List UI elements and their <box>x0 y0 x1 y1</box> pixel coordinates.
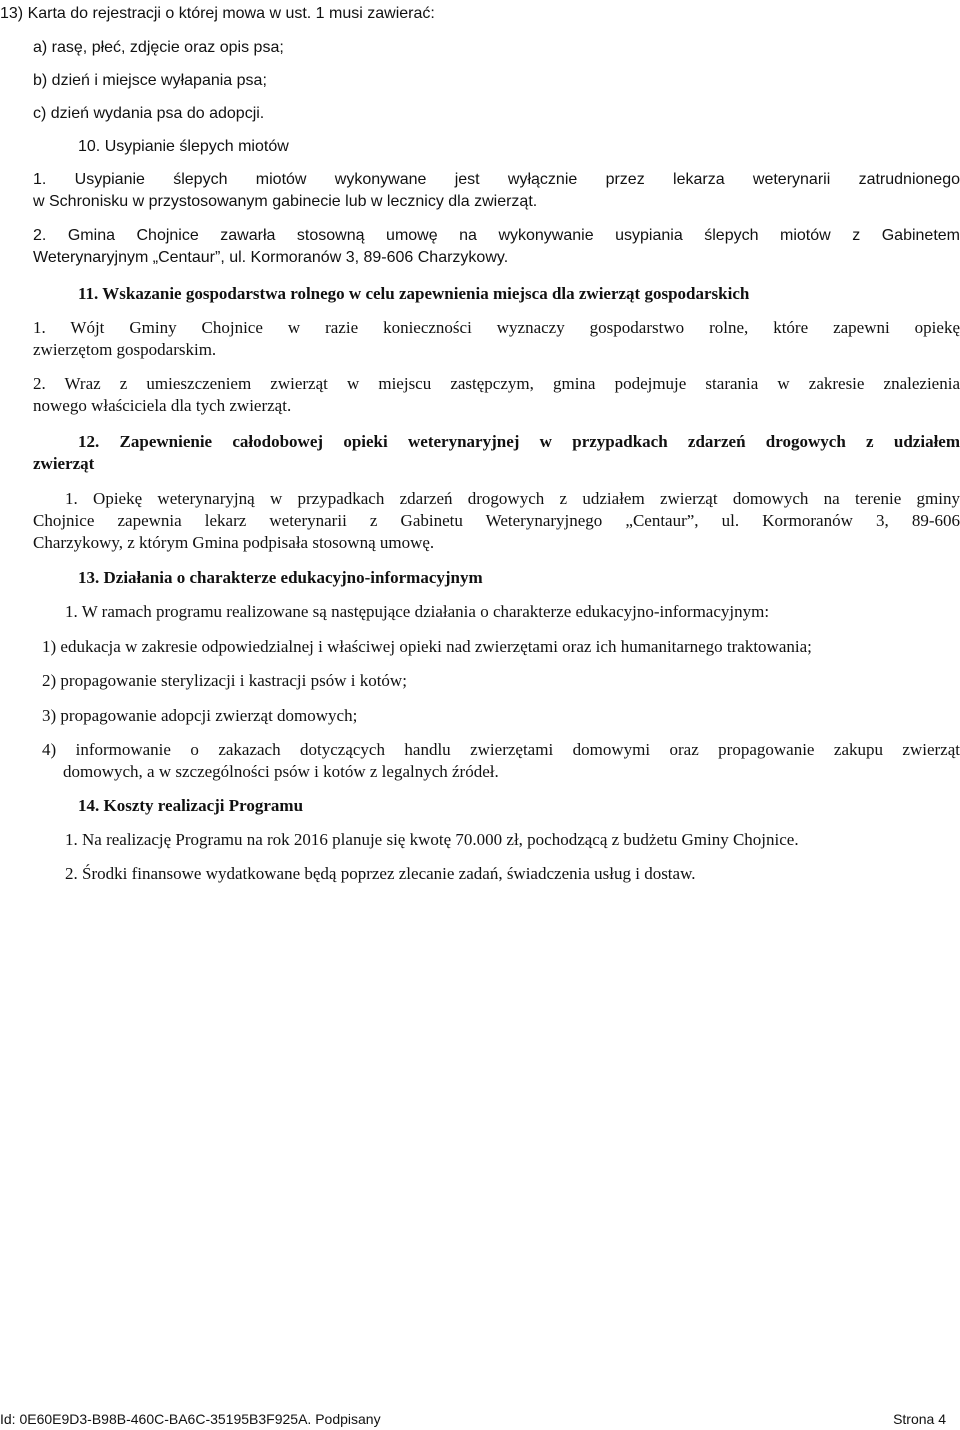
section-12-heading <box>33 431 960 475</box>
section-12-heading-line-2: zwierząt <box>33 454 95 473</box>
section-11-paragraph-2 <box>33 373 960 417</box>
section-14-heading: 14. Koszty realizacji Programu <box>78 796 304 815</box>
section-10-p1-line-2: w Schronisku w przystosowanym gabinecie lub w lecznicy dla zwierząt. <box>33 193 538 210</box>
section-12-p1-line-2: Chojnice zapewnia lekarz weterynarii z Gabinetu Weterynaryjnego „Centaur”, ul. Kormoranów 3, 89-606 <box>33 511 960 530</box>
section-11-paragraph-1 <box>33 317 960 361</box>
registration-item-b: b) dzień i miejsce wyłapania psa; <box>33 72 267 89</box>
section-14-paragraph-2: 2. Środki finansowe wydatkowane będą poprzez zlecanie zadań, świadczenia usług i dostaw. <box>65 864 696 883</box>
section-13-item-2: 2) propagowanie sterylizacji i kastracji psów i kotów; <box>42 671 407 690</box>
section-12-p1-line-3: Charzykowy, z którym Gmina podpisała stosowną umowę. <box>33 533 435 552</box>
section-10-p2-line-2: Weterynaryjnym „Centaur”, ul. Kormoranów 3, 89-606 Charzykowy. <box>33 249 509 266</box>
section-10-p2-line-1: 2. Gmina Chojnice zawarła stosowną umowę na wykonywanie usypiania ślepych miotów z Gabinetem <box>33 227 960 244</box>
page-number: Strona 4 <box>893 1411 946 1427</box>
section-10-paragraph-1 <box>33 169 960 213</box>
section-10-p1-line-1: 1. Usypianie ślepych miotów wykonywane jest wyłącznie przez lekarza weterynarii zatrudnionego <box>33 171 960 188</box>
section-11-p2-line-1: 2. Wraz z umieszczeniem zwierząt w miejscu zastępczym, gmina podejmuje starania w zakresie znalezienia <box>33 374 960 393</box>
registration-item-a: a) rasę, płeć, zdjęcie oraz opis psa; <box>33 39 284 56</box>
document-id-footer: Id: 0E60E9D3-B98B-460C-BA6C-35195B3F925A. Podpisany <box>0 1411 381 1427</box>
section-13-item-4-line-1: 4) informowanie o zakazach dotyczących handlu zwierzętami domowymi oraz propagowanie zakupu zwierząt <box>42 740 960 759</box>
section-12-paragraph-1 <box>33 488 960 554</box>
section-13-item-4-line-2: domowych, a w szczególności psów i kotów z legalnych źródeł. <box>63 762 499 781</box>
section-11-p2-line-2: nowego właściciela dla tych zwierząt. <box>33 396 292 415</box>
section-12-p1-line-1: 1. Opiekę weterynaryjną w przypadkach zdarzeń drogowych z udziałem zwierząt domowych na terenie gminy <box>65 489 960 508</box>
registration-card-intro: 13) Karta do rejestracji o której mowa w ust. 1 musi zawierać: <box>0 5 435 22</box>
section-11-heading: 11. Wskazanie gospodarstwa rolnego w celu zapewnienia miejsca dla zwierząt gospodarskich <box>78 284 750 303</box>
section-11-p1-line-2: zwierzętom gospodarskim. <box>33 340 217 359</box>
section-14-paragraph-1: 1. Na realizację Programu na rok 2016 planuje się kwotę 70.000 zł, pochodzącą z budżetu Gminy Chojnice. <box>65 830 799 849</box>
section-13-item-3: 3) propagowanie adopcji zwierząt domowych; <box>42 706 358 725</box>
section-13-heading: 13. Działania o charakterze edukacyjno-informacyjnym <box>78 568 483 587</box>
section-10-paragraph-2 <box>33 225 960 269</box>
registration-item-c: c) dzień wydania psa do adopcji. <box>33 105 265 122</box>
section-13-item-1: 1) edukacja w zakresie odpowiedzialnej i właściwej opieki nad zwierzętami oraz ich humanitarnego traktowania; <box>42 637 812 656</box>
section-13-item-4 <box>42 739 960 783</box>
section-12-heading-line-1: 12. Zapewnienie całodobowej opieki weterynaryjnej w przypadkach zdarzeń drogowych z udziałem <box>78 432 960 451</box>
section-13-paragraph-1: 1. W ramach programu realizowane są następujące działania o charakterze edukacyjno-informacyjnym: <box>65 602 770 621</box>
section-10-heading: 10. Usypianie ślepych miotów <box>78 138 289 155</box>
section-11-p1-line-1: 1. Wójt Gminy Chojnice w razie konieczności wyznaczy gospodarstwo rolne, które zapewni opiekę <box>33 318 960 337</box>
